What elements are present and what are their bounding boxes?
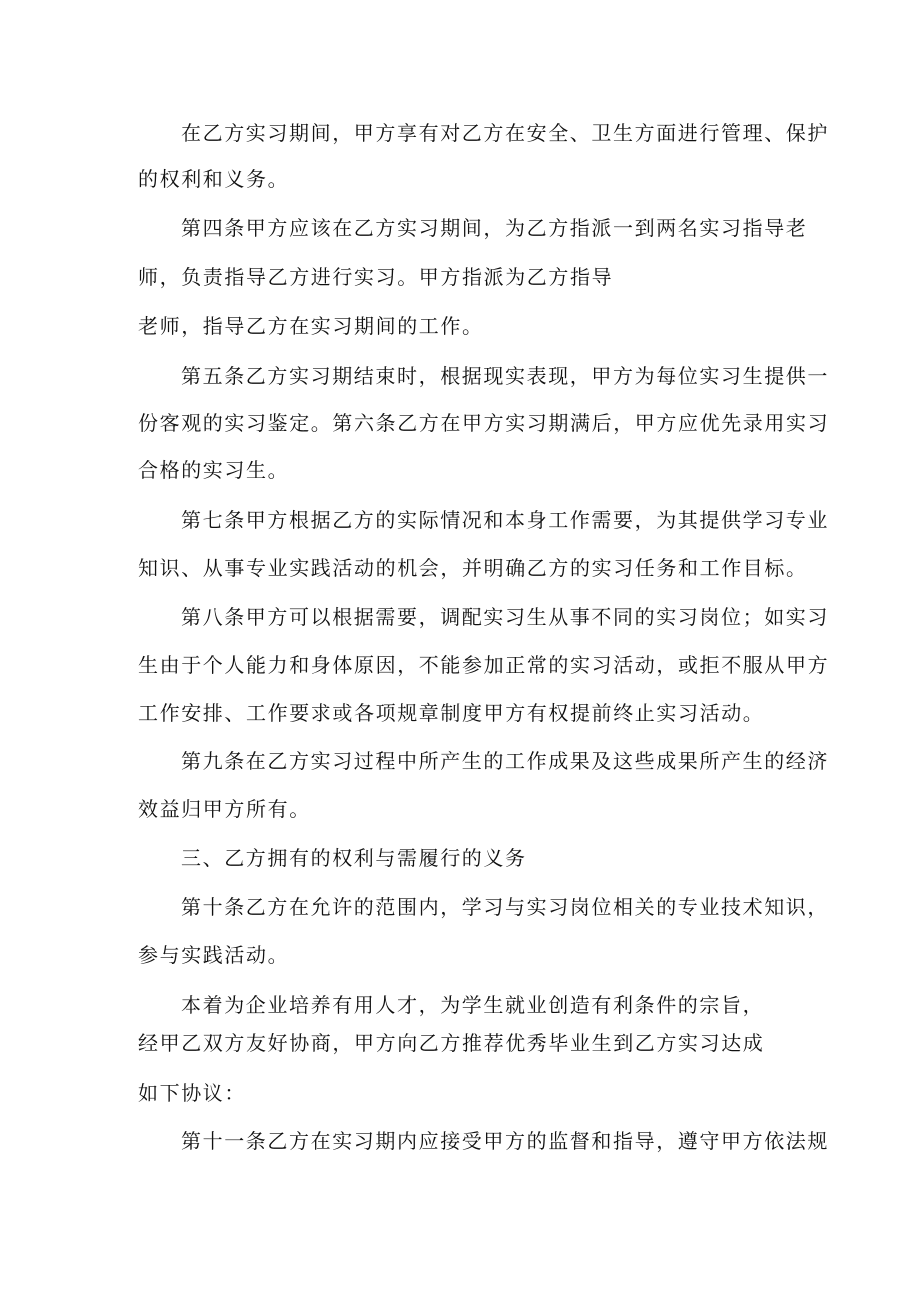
text-line: 第四条甲方应该在乙方实习期间，为乙方指派一到两名实习指导老 xyxy=(181,216,808,240)
text-line: 师，负责指导乙方进行实习。甲方指派为乙方指导 xyxy=(138,265,614,289)
text-line: 参与实践活动。 xyxy=(138,943,290,967)
text-line: 老师，指导乙方在实习期间的工作。 xyxy=(138,314,484,338)
text-line: 第七条甲方根据乙方的实际情况和本身工作需要，为其提供学习专业 xyxy=(181,508,829,532)
text-line: 合格的实习生。 xyxy=(138,458,290,482)
text-line: 第九条在乙方实习过程中所产生的工作成果及这些成果所产生的经济 xyxy=(181,749,829,773)
section-heading: 三、乙方拥有的权利与需履行的义务 xyxy=(181,846,527,870)
text-line: 经甲乙双方友好协商，甲方向乙方推荐优秀毕业生到乙方实习达成 xyxy=(138,1031,765,1055)
text-line: 的权利和义务。 xyxy=(138,167,290,191)
text-line: 第五条乙方实习期结束时，根据现实表现，甲方为每位实习生提供一 xyxy=(181,364,829,388)
text-line: 本着为企业培养有用人才，为学生就业创造有利条件的宗旨， xyxy=(181,993,765,1017)
text-line: 知识、从事专业实践活动的机会，并明确乙方的实习任务和工作目标。 xyxy=(138,556,808,580)
text-line: 第八条甲方可以根据需要，调配实习生从事不同的实习岗位；如实习 xyxy=(181,605,829,629)
text-line: 如下协议： xyxy=(138,1081,246,1105)
text-line: 份客观的实习鉴定。第六条乙方在甲方实习期满后，甲方应优先录用实习 xyxy=(138,411,830,435)
text-line: 在乙方实习期间，甲方享有对乙方在安全、卫生方面进行管理、保护 xyxy=(181,121,829,145)
text-line: 第十条乙方在允许的范围内，学习与实习岗位相关的专业技术知识， xyxy=(181,895,829,919)
text-line: 效益归甲方所有。 xyxy=(138,797,311,821)
text-line: 第十一条乙方在实习期内应接受甲方的监督和指导，遵守甲方依法规 xyxy=(181,1129,829,1153)
text-line: 生由于个人能力和身体原因，不能参加正常的实习活动，或拒不服从甲方 xyxy=(138,653,830,677)
text-line: 工作安排、工作要求或各项规章制度甲方有权提前终止实习活动。 xyxy=(138,701,765,725)
